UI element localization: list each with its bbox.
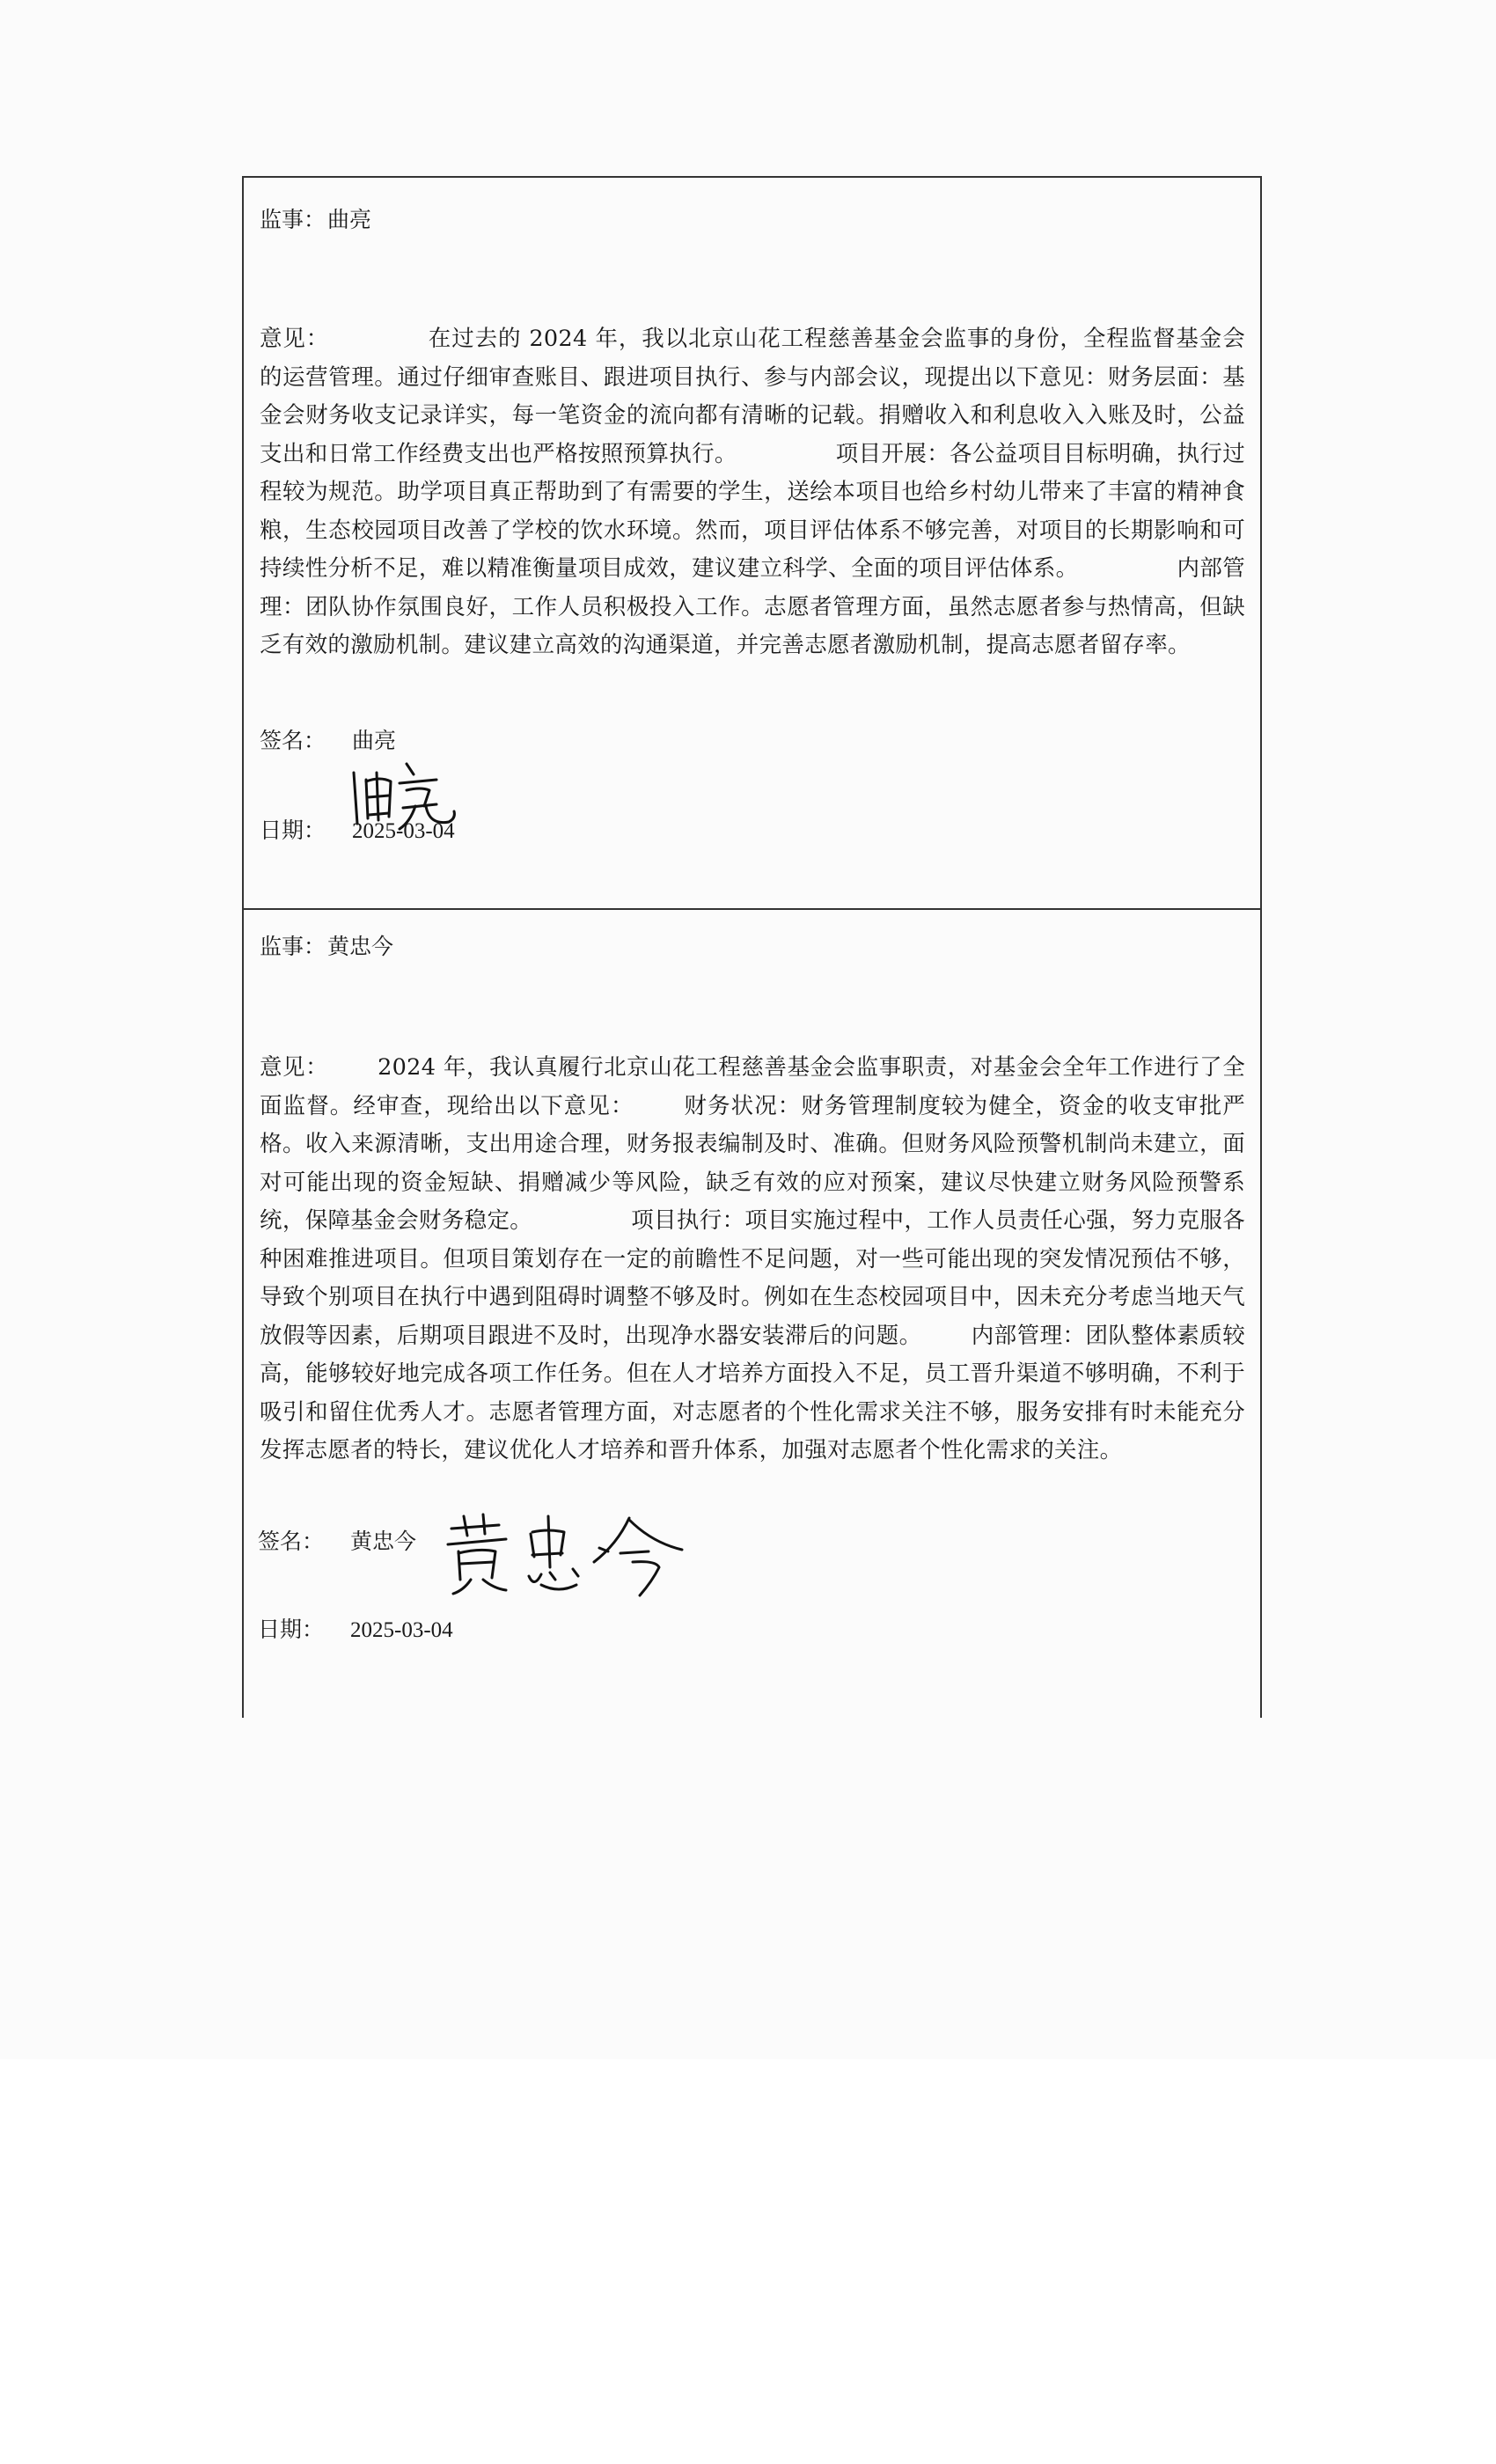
opinion-paragraph-projects: 项目开展：各公益项目目标明确，执行过程较为规范。助学项目真正帮助到了有需要的学生，送绘本项目也给乡村幼儿带来了丰富的精神食粮，生态校园项目改善了学校的饮水环境。然而，项目评估体系不够完善，对项目的长期影响和可持续性分析不足，难以精准衡量项目成效，建议建立科学、全面的项目评估体系。 [260,440,1245,582]
opinion-paragraph-management: 内部管理：团队协作氛围良好，工作人员积极投入工作。志愿者管理方面，虽然志愿者参与热情高，但缺乏有效的激励机制。建议建立高效的沟通渠道，并完善志愿者激励机制，提高志愿者留存率。 [260,555,1245,658]
opinion-text [260,1049,1245,1470]
sign-label: 签名： [258,1529,325,1554]
supervisor-field [260,202,371,238]
opinion-paragraph-intro: 2024 年，我认真履行北京山花工程慈善基金会监事职责，对基金会全年工作进行了全面监督。经审查，现给出以下意见： [260,1054,1245,1119]
supervisor-name: 曲亮 [327,207,372,232]
supervisor-label: 监事： [260,207,326,232]
sign-field [260,723,396,759]
date-field [260,813,455,849]
date-value: 2025-03-04 [350,1618,453,1642]
supervisor-label: 监事： [260,934,326,959]
date-label: 日期： [260,818,326,843]
sign-field-2 [258,1524,416,1559]
supervisor-field [260,929,393,964]
date-value: 2025-03-04 [352,819,455,843]
date-label: 日期： [258,1617,325,1642]
opinion-text [260,320,1245,665]
handwritten-signature-huang-zhongjin [444,1509,744,1597]
sign-name: 黄忠今 [350,1529,417,1554]
date-field-2 [258,1612,453,1648]
supervisor-section-1 [244,178,1260,910]
supervisor-opinion-form [242,176,1262,1718]
opinion-label: 意见： [260,326,330,352]
supervisor-section-2 [244,910,1260,1718]
sign-name: 曲亮 [352,728,397,753]
opinion-paragraph-management: 内部管理：团队整体素质较高，能够较好地完成各项工作任务。但在人才培养方面投入不足，员工晋升渠道不够明确，不利于吸引和留住优秀人才。志愿者管理方面，对志愿者的个性化需求关注不够，服务安排有时未能充分发挥志愿者的特长，建议优化人才培养和晋升体系，加强对志愿者个性化需求的关注。 [260,1322,1245,1463]
opinion-paragraph-projects: 项目执行：项目实施过程中，工作人员责任心强，努力克服各种困难推进项目。但项目策划存在一定的前瞻性不足问题，对一些可能出现的突发情况预估不够，导致个别项目在执行中遇到阻碍时调整不够及时。例如在生态校园项目中，因未充分考虑当地天气放假等因素，后期项目跟进不及时，出现净水器安装滞后的问题。 [260,1207,1245,1349]
opinion-paragraph-finance: 在过去的 2024 年，我以北京山花工程慈善基金会监事的身份，全程监督基金会的运营管理。通过仔细审查账目、跟进项目执行、参与内部会议，现提出以下意见：财务层面：基金会财务收支记录详实，每一笔资金的流向都有清晰的记载。捐赠收入和利息收入入账及时，公益支出和日常工作经费支出也严格按照预算执行。 [260,326,1245,467]
opinion-label: 意见： [260,1054,329,1081]
opinion-paragraph-finance: 财务状况：财务管理制度较为健全，资金的收支审批严格。收入来源清晰，支出用途合理，财务报表编制及时、准确。但财务风险预警机制尚未建立，面对可能出现的资金短缺、捐赠减少等风险，缺乏有效的应对预案，建议尽快建立财务风险预警系统，保障基金会财务稳定。 [260,1092,1246,1234]
supervisor-name: 黄忠今 [327,934,394,959]
sign-label: 签名： [260,728,326,753]
